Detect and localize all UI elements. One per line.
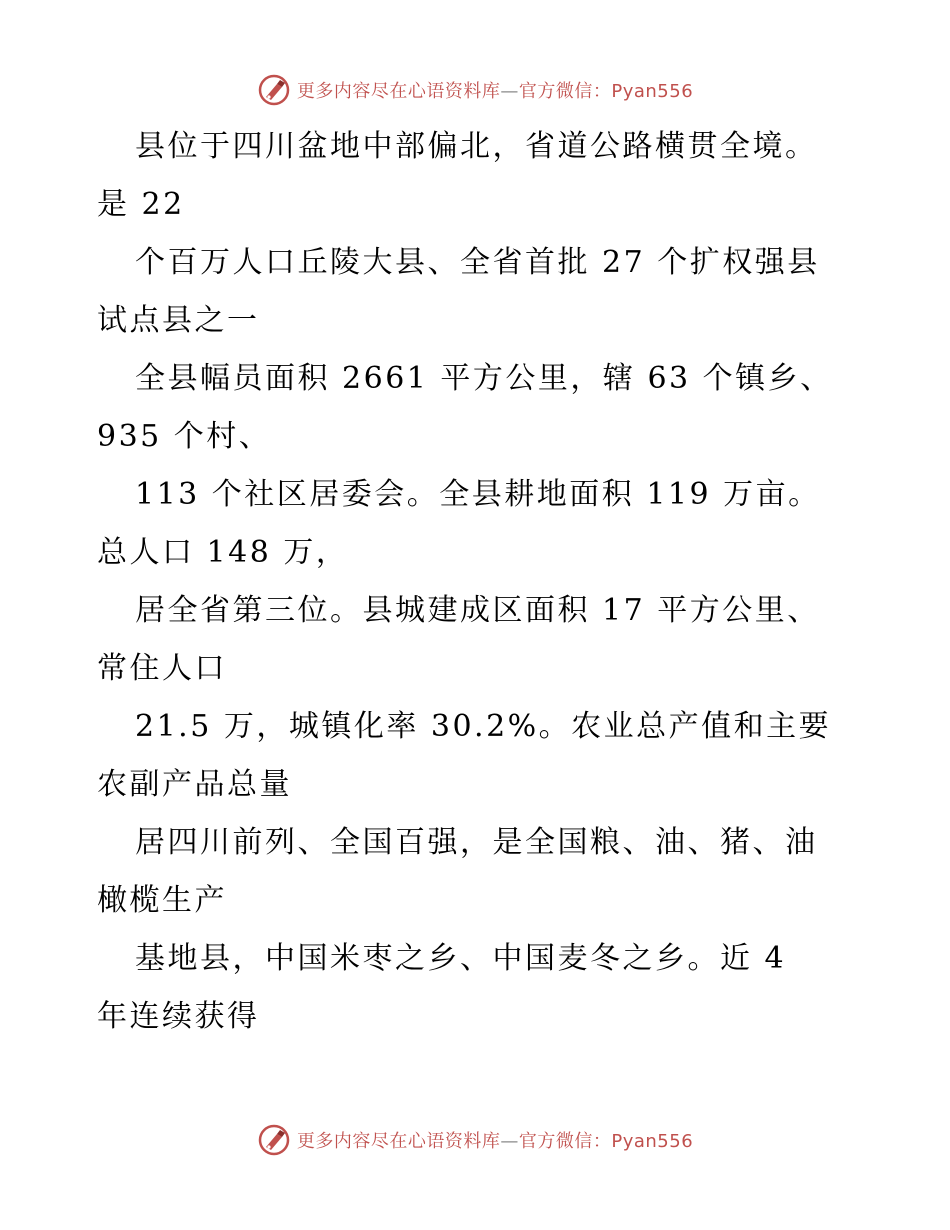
body-line: 居全省第三位。县城建成区面积 17 平方公里、 (135, 593, 820, 628)
footer-banner (0, 1120, 950, 1160)
body-line: 橄榄生产 (97, 883, 227, 918)
banner-text (297, 77, 693, 103)
pen-nib-logo-icon (257, 1123, 291, 1157)
banner-wechat-text: 官方微信：Pyan556 (518, 1131, 694, 1152)
banner-main-text: 更多内容尽在心语资料库 (296, 1131, 501, 1152)
banner-main-text: 更多内容尽在心语资料库 (296, 81, 501, 102)
body-line: 935 个村、 (97, 419, 272, 454)
banner-separator: — (500, 81, 519, 102)
pen-nib-logo-icon (257, 73, 291, 107)
body-line: 农副产品总量 (97, 767, 292, 802)
body-line: 个百万人口丘陵大县、全省首批 27 个扩权强县 (135, 245, 820, 280)
banner-separator: — (500, 1131, 519, 1152)
body-line: 全县幅员面积 2661 平方公里，辖 63 个镇乡、 (135, 361, 833, 396)
body-line: 县位于四川盆地中部偏北，省道公路横贯全境。 (135, 129, 818, 164)
body-line: 常住人口 (97, 651, 227, 686)
body-line: 113 个社区居委会。全县耕地面积 119 万亩。 (135, 477, 821, 512)
body-line: 试点县之一 (97, 303, 260, 338)
banner-wechat-text: 官方微信：Pyan556 (518, 81, 694, 102)
body-line: 是 22 (97, 187, 185, 222)
body-line: 基地县，中国米枣之乡、中国麦冬之乡。近 4 (135, 941, 787, 976)
body-line: 总人口 148 万， (97, 535, 349, 570)
body-line: 21.5 万，城镇化率 30.2%。农业总产值和主要 (135, 709, 832, 744)
body-line: 年连续获得 (97, 999, 260, 1034)
document-body (97, 118, 867, 1046)
body-line: 居四川前列、全国百强，是全国粮、油、猪、油 (135, 825, 818, 860)
header-banner (0, 70, 950, 110)
banner-text (297, 1127, 693, 1153)
